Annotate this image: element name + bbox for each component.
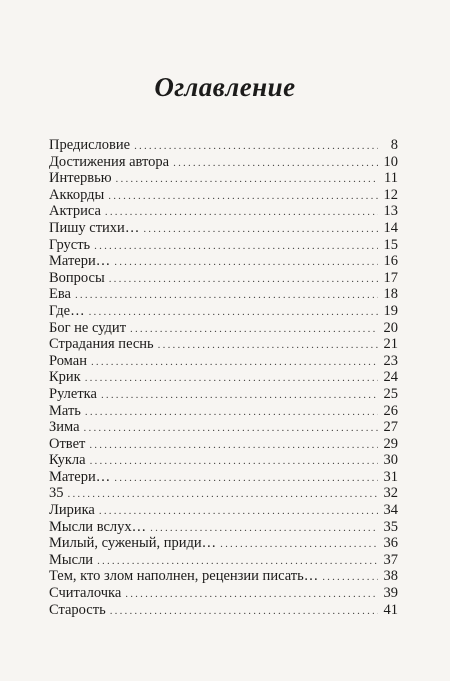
toc-entry-page: 25 [383, 385, 398, 402]
dot-leader [110, 602, 378, 619]
toc-entry-page: 35 [383, 518, 398, 535]
dot-leader [150, 519, 378, 536]
toc-entry-page: 18 [383, 286, 398, 303]
toc-entry-page: 36 [383, 535, 398, 552]
toc-entry-page: 13 [383, 203, 398, 220]
toc-entry-title: Аккорды [49, 186, 105, 203]
toc-entry-page: 19 [383, 302, 398, 319]
toc-entry-page: 14 [383, 219, 398, 236]
toc-entry-page: 30 [383, 452, 398, 469]
dot-leader [114, 469, 378, 486]
toc-entry-page: 34 [383, 502, 398, 519]
dot-leader [322, 568, 378, 585]
page-title: Оглавление [154, 72, 296, 103]
toc-entry [49, 154, 398, 171]
toc-entry [49, 170, 398, 187]
toc-entry [49, 403, 398, 420]
table-of-contents [49, 137, 398, 618]
dot-leader [158, 336, 378, 353]
toc-entry-title: Актриса [49, 203, 101, 220]
dot-leader [220, 535, 378, 552]
toc-entry [49, 452, 398, 469]
dot-leader [89, 303, 378, 320]
toc-entry [49, 436, 398, 453]
toc-entry-page: 39 [383, 585, 398, 602]
toc-entry-title: Бог не судит [49, 319, 127, 336]
toc-entry-title: Кукла [49, 452, 86, 469]
dot-leader [84, 419, 378, 436]
dot-leader [85, 369, 378, 386]
toc-entry [49, 419, 398, 436]
dot-leader [114, 253, 378, 270]
toc-entry [49, 187, 398, 204]
toc-entry [49, 502, 398, 519]
toc-entry-page: 24 [383, 369, 398, 386]
dot-leader [89, 436, 378, 453]
dot-leader [99, 502, 378, 519]
toc-entry [49, 137, 398, 154]
toc-entry [49, 519, 398, 536]
toc-entry-page: 17 [383, 269, 398, 286]
dot-leader [173, 154, 378, 171]
toc-entry-page: 41 [383, 601, 398, 618]
toc-entry-page: 26 [383, 402, 398, 419]
dot-leader [91, 353, 378, 370]
toc-entry-title: Крик [49, 369, 81, 386]
toc-entry-title: Вопросы [49, 269, 105, 286]
toc-entry-page: 16 [383, 253, 398, 270]
toc-entry-title: 35 [49, 485, 64, 502]
toc-entry-page: 21 [383, 336, 398, 353]
toc-entry [49, 535, 398, 552]
toc-entry-title: Тем, кто злом наполнен, рецензии писать… [49, 568, 319, 585]
dot-leader [125, 585, 378, 602]
toc-entry-page: 29 [383, 435, 398, 452]
toc-entry-page: 10 [383, 153, 398, 170]
toc-entry [49, 237, 398, 254]
toc-entry [49, 336, 398, 353]
toc-entry [49, 469, 398, 486]
dot-leader [143, 220, 378, 237]
toc-entry [49, 320, 398, 337]
toc-entry [49, 602, 398, 619]
toc-entry [49, 552, 398, 569]
toc-entry [49, 369, 398, 386]
toc-entry-page: 32 [383, 485, 398, 502]
toc-entry [49, 485, 398, 502]
toc-entry-title: Ева [49, 286, 71, 303]
toc-entry [49, 270, 398, 287]
toc-entry-title: Интервью [49, 170, 112, 187]
toc-entry-title: Пишу стихи… [49, 219, 140, 236]
toc-entry-title: Лирика [49, 502, 95, 519]
dot-leader [75, 286, 378, 303]
toc-entry [49, 220, 398, 237]
dot-leader [109, 270, 378, 287]
toc-entry-page: 20 [383, 319, 398, 336]
toc-entry-page: 23 [383, 352, 398, 369]
toc-entry-title: Мать [49, 402, 81, 419]
toc-entry [49, 353, 398, 370]
dot-leader [105, 203, 378, 220]
dot-leader [94, 237, 378, 254]
toc-entry [49, 386, 398, 403]
toc-entry-title: Считалочка [49, 585, 122, 602]
toc-entry-title: Старость [49, 601, 106, 618]
toc-entry-title: Страдания песнь [49, 336, 154, 353]
dot-leader [90, 452, 378, 469]
toc-entry-page: 11 [384, 170, 398, 187]
dot-leader [108, 187, 378, 204]
toc-entry-title: Предисловие [49, 137, 131, 153]
toc-entry-title: Ответ [49, 435, 86, 452]
toc-entry [49, 303, 398, 320]
dot-leader [97, 552, 378, 569]
toc-entry-title: Достижения автора [49, 153, 170, 170]
toc-entry-page: 27 [383, 419, 398, 436]
toc-entry [49, 286, 398, 303]
toc-entry-title: Матери… [49, 468, 111, 485]
dot-leader [101, 386, 378, 403]
toc-entry [49, 568, 398, 585]
dot-leader [116, 170, 378, 187]
toc-entry-title: Грусть [49, 236, 91, 253]
toc-entry-page: 38 [383, 568, 398, 585]
toc-entry-page: 37 [383, 551, 398, 568]
toc-entry-title: Зима [49, 419, 80, 436]
toc-entry-page: 8 [390, 137, 398, 153]
dot-leader [130, 320, 378, 337]
toc-entry-title: Матери… [49, 253, 111, 270]
dot-leader [68, 485, 379, 502]
toc-entry [49, 253, 398, 270]
toc-entry-title: Где… [49, 302, 85, 319]
toc-entry-title: Рулетка [49, 385, 97, 402]
toc-entry-page: 15 [383, 236, 398, 253]
toc-entry [49, 203, 398, 220]
toc-entry-title: Милый, суженый, приди… [49, 535, 217, 552]
toc-entry-title: Мысли вслух… [49, 518, 147, 535]
toc-entry-title: Мысли [49, 551, 94, 568]
toc-entry-page: 31 [383, 468, 398, 485]
dot-leader [134, 137, 378, 154]
toc-entry [49, 585, 398, 602]
dot-leader [85, 403, 378, 420]
toc-entry-page: 12 [383, 186, 398, 203]
toc-entry-title: Роман [49, 352, 87, 369]
